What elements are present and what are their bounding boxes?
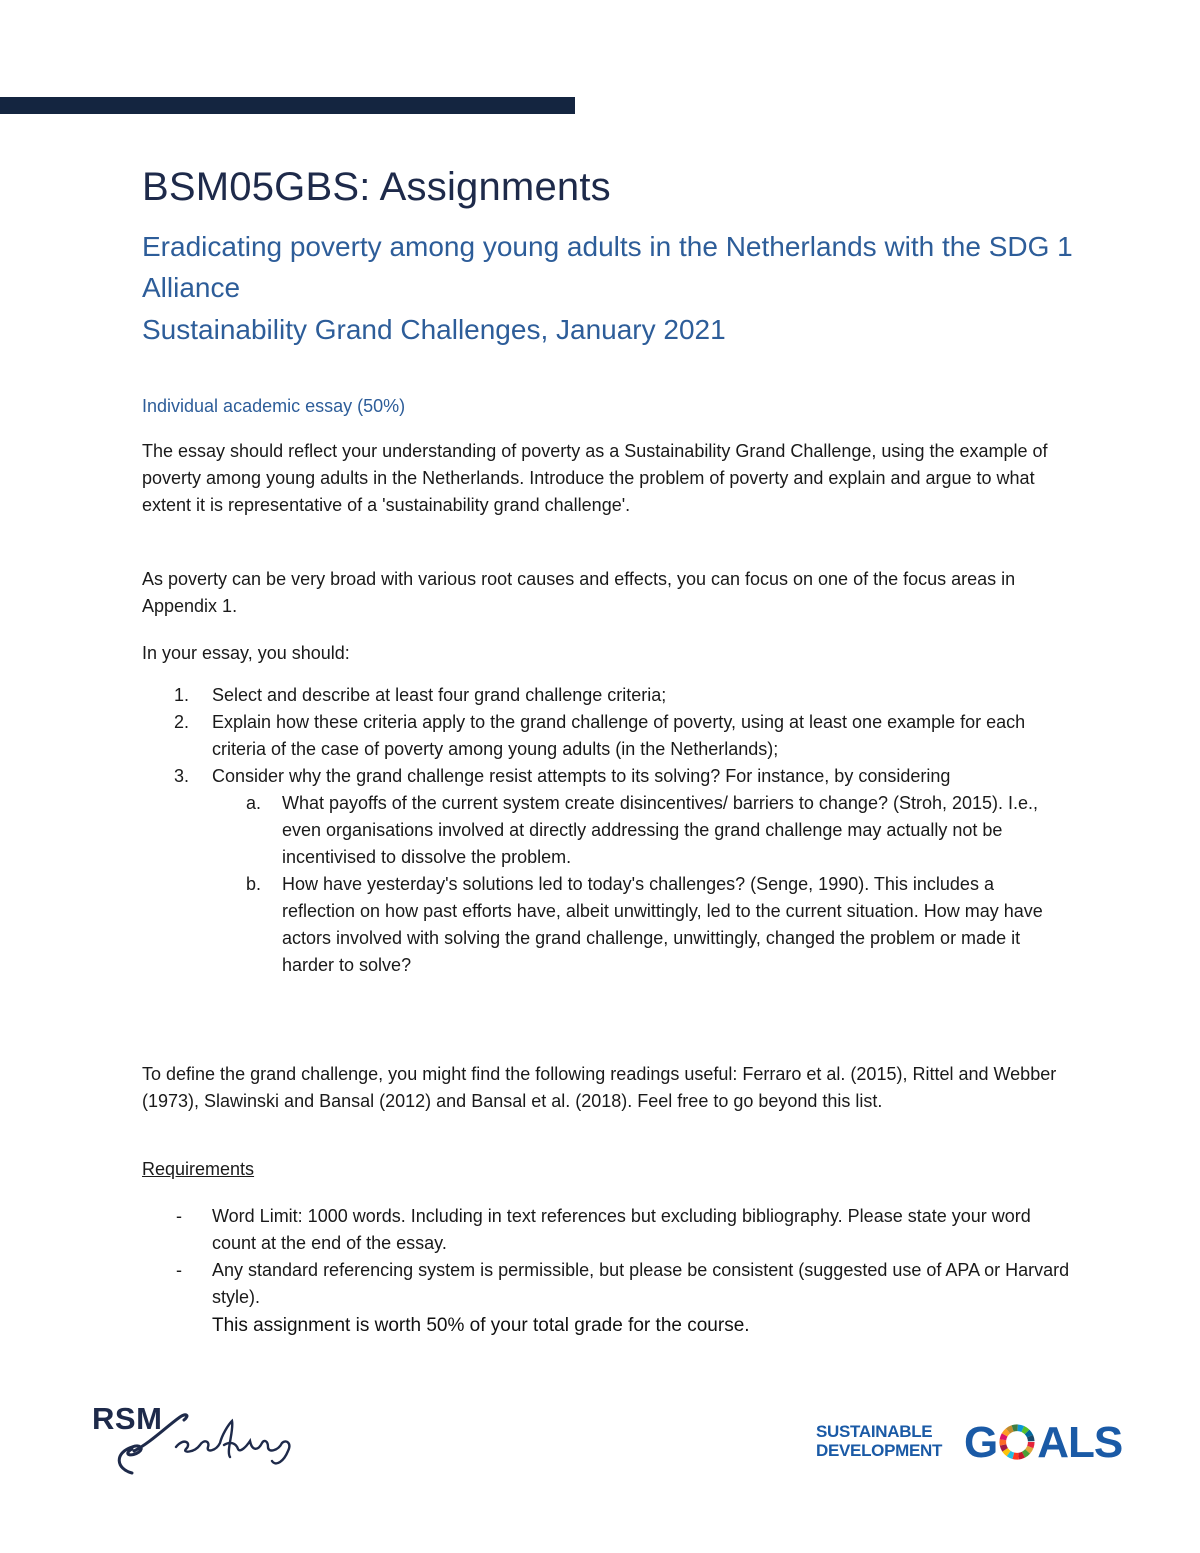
sub-list-text: What payoffs of the current system create disincentives/ barriers to change? (Stroh, 2015). I.e., even organisations involved at directly addressing the grand challenge may actually not be incentivised to dissolve the problem.: [282, 793, 1039, 867]
grade-note: This assignment is worth 50% of your total grade for the course.: [212, 1315, 750, 1336]
sdg-goals-word: [964, 1418, 1122, 1468]
list-item: [142, 1203, 1072, 1257]
list-item: [142, 1257, 1072, 1311]
sub-list-item: [212, 790, 1062, 871]
page-subtitle: Eradicating poverty among young adults in the Netherlands with the SDG 1 Alliance: [142, 231, 1073, 303]
list-text: Select and describe at least four grand challenge criteria;: [212, 685, 667, 705]
sdg-line-1: SUSTAINABLE: [816, 1422, 933, 1441]
header-bar: [0, 97, 575, 114]
list-number: 3.: [174, 766, 190, 786]
rsm-erasmus-logo: [92, 1395, 312, 1480]
requirements-list: [142, 1203, 1072, 1311]
list-text: Word Limit: 1000 words. Including in text references but excluding bibliography. Please state your word count at the end of the essay.: [212, 1206, 1031, 1253]
list-item: [142, 763, 1062, 979]
sub-list: [212, 790, 1062, 979]
sdg-goals-g: G: [964, 1418, 998, 1467]
page-title: BSM05GBS: Assignments: [142, 165, 611, 209]
sdg-wheel-icon: [998, 1423, 1036, 1461]
list-number: 2.: [174, 712, 190, 732]
list-item: [142, 709, 1062, 763]
essay-paragraph-4: To define the grand challenge, you might find the following readings useful: Ferraro et al. (2015), Rittel and Webber (1973), Slawinski and Bansal (2012) and Bansal et al. (2018). Feel free to go beyond this list.: [142, 1064, 1057, 1111]
list-dash: -: [176, 1206, 182, 1226]
sub-list-text: How have yesterday's solutions led to today's challenges? (Senge, 1990). This includes a reflection on how past efforts have, albeit unwittingly, led to the current situation. How may have actors involved with solving the grand challenge, unwittingly, changed the problem or made it harder to solve?: [282, 874, 1043, 975]
list-dash: -: [176, 1260, 182, 1280]
list-text: Any standard referencing system is permissible, but please be consistent (suggested use of APA or Harvard style).: [212, 1260, 1070, 1307]
requirements-heading: Requirements: [142, 1159, 255, 1179]
course-date: Sustainability Grand Challenges, January 2021: [142, 314, 726, 345]
list-text: Consider why the grand challenge resist attempts to its solving? For instance, by considering: [212, 766, 951, 786]
sub-list-item: [212, 871, 1062, 979]
essay-paragraph-3: In your essay, you should:: [142, 643, 350, 663]
rsm-logo-text: RSM: [92, 1401, 163, 1436]
sdg-line-2: DEVELOPMENT: [816, 1441, 943, 1460]
list-item: [142, 682, 1062, 709]
sub-list-letter: a.: [246, 793, 262, 813]
erasmus-signature-icon: [92, 1395, 312, 1480]
list-number: 1.: [174, 685, 190, 705]
sub-list-letter: b.: [246, 874, 262, 894]
essay-paragraph-2: As poverty can be very broad with various root causes and effects, you can focus on one of the focus areas in Appendix 1.: [142, 569, 1016, 616]
list-text: Explain how these criteria apply to the grand challenge of poverty, using at least one example for each criteria of the case of poverty among young adults (in the Netherlands);: [212, 712, 1026, 759]
essay-criteria-list: [142, 682, 1062, 979]
sdg-logo: [816, 1420, 1136, 1468]
sdg-goals-rest: ALS: [1037, 1418, 1123, 1467]
essay-heading: Individual academic essay (50%): [142, 396, 406, 416]
sdg-logo-words: [816, 1422, 942, 1460]
essay-paragraph-1: The essay should reflect your understanding of poverty as a Sustainability Grand Challenge, using the example of poverty among young adults in the Netherlands. Introduce the problem of poverty and explain and argue to what extent it is representative of a 'sustainability grand challenge'.: [142, 441, 1048, 515]
